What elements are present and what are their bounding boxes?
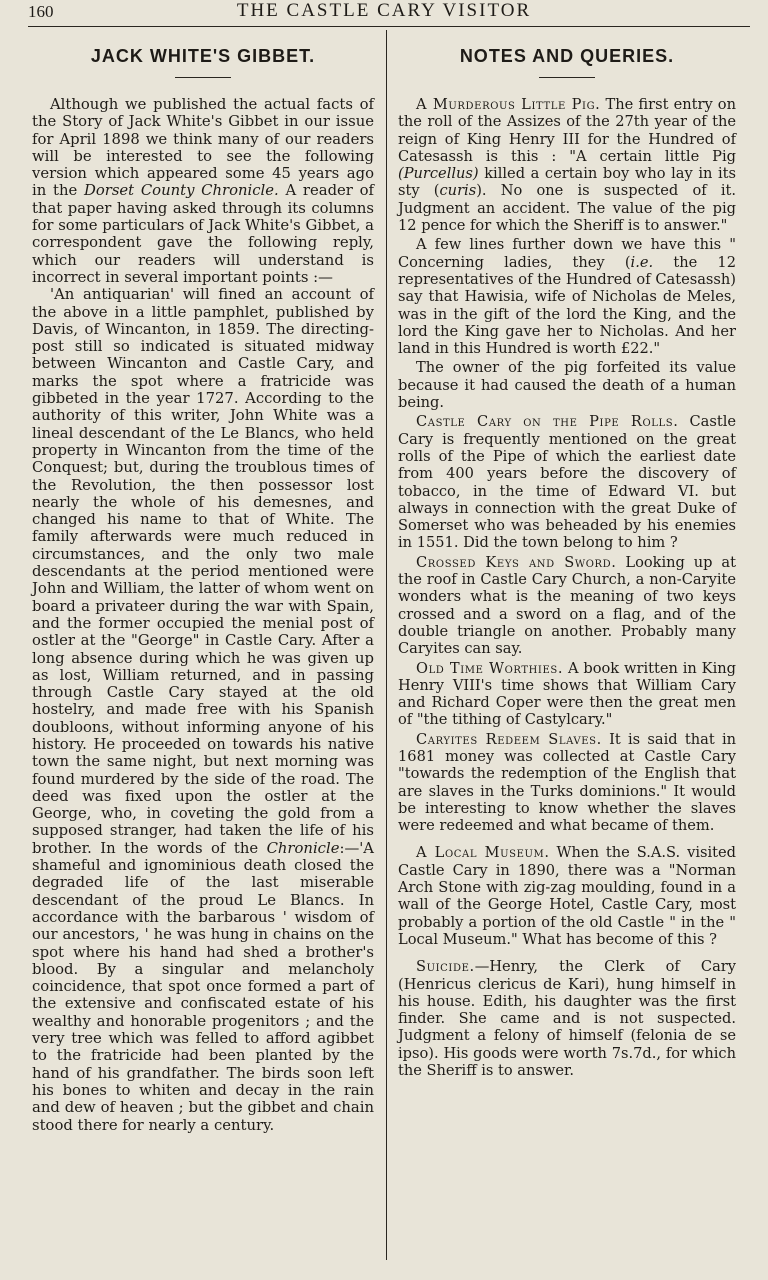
note-heading: Suicide. — [416, 958, 475, 976]
running-head: THE CASTLE CARY VISITOR — [236, 0, 532, 21]
note-slaves: Caryites Redeem Slaves. It is said that in 1681 money was collected at Castle Cary "towards the redemption of the English that are slaves in the Turks dominions." It would be interesting to know whether the slaves were redeemed and what became of them. — [398, 730, 737, 835]
note-crossed-keys: Crossed Keys and Sword. Looking up at the roof in Castle Cary Church, a non-Caryite wonders what is the meaning of two keys crossed and a sword on a flag, and of the double triangle on another. Probably many Caryites can say. — [398, 553, 736, 658]
note-suicide: Suicide.—Henry, the Clerk of Cary (Henricus clericus de Kari), hung himself in his house. Edith, his daughter was the first finder. She came and is not suspected. Judgment a felony of himself (felonia de se ipso). His goods were worth 7s.7d., for which the Sheriff is to answer. — [398, 958, 736, 1080]
page-number: 160 — [28, 2, 54, 21]
left-column — [32, 30, 374, 1134]
note-heading: Castle Cary on the Pipe Rolls. — [416, 413, 679, 431]
column-divider — [386, 30, 387, 1260]
top-rule — [28, 26, 750, 27]
note-museum: A Local Museum. When the S.A.S. visited Castle Cary in 1890, there was a "Norman Arch Stone with zig-zag moulding, found in a wall of the George Hotel, Castle Cary, most probably a portion of the old Castle " in the " Local Museum." What has become of this ? — [398, 844, 736, 948]
note-owner: The owner of the pig forfeited its value because it had caused the death of a human being. — [398, 359, 736, 412]
note-heading: Old Time Worthies. — [416, 659, 564, 677]
note-heading: Crossed Keys and Sword. — [416, 553, 617, 571]
right-column — [398, 30, 736, 1081]
article-paragraph-1: Although we published the actual facts of the Story of Jack White's Gibbet in our issue for April 1898 we think many of our readers will be interested to see the following version which appeared some 45 years ago in the Dorset County Chronicle. A reader of that paper having asked through its columns for some particulars of Jack White's Gibbet, a correspondent gave the following reply, which our readers will understand is incorrect in several important points :— — [32, 96, 374, 286]
spacer — [398, 950, 736, 958]
note-heading: A Local Museum. — [416, 844, 550, 862]
note-pipe-rolls: Castle Cary on the Pipe Rolls. Castle Cary is frequently mentioned on the great rolls of the Pipe of which the earliest date from 400 years before the discovery of tobacco, in the time of Edward VI. but always in connection with the great Duke of Somerset who was beheaded by his enemies in 1551. Did the town belong to him ? — [398, 413, 736, 552]
article-paragraph-2: 'An antiquarian' will fined an account of the above in a little pamphlet, published by Davis, of Wincanton, in 1859. The directing-post still so indicated is situated midway between Wincanton and Castle Cary, and marks the spot where a fratricide was gibbeted in the year 1727. According to the authority of this writer, John White was a lineal descendant of the Le Blancs, who held property in Wincanton from the time of the Conquest; but, during the troublous times of the Revolution, the then possessor lost nearly the whole of his demesnes, and changed his name to that of White. The family afterwards were much reduced in circumstances, and the only two male descendants at the period mentioned were John and William, the latter of whom went on board a privateer during the war with Spain, and the former occupied the menial post of ostler at the "George" in Castle Cary. After a long absence during which he was given up as lost, William returned, and in passing through Castle Cary stayed at the old hostelry, and made free with his Spanish doubloons, without informing anyone of his history. He proceeded on towards his native town the same night, but next morning was found murdered by the side of the road. The deed was fixed upon the ostler at the George, who, in coveting the gold from a supposed stranger, had taken the life of his brother. In the words of the Chronicle:—'A shameful and ignominious death closed the degraded life of the last miserable descendant of the proud Le Blancs. In accordance with the barbarous ' wisdom of our ancestors, ' he was hung in chains on the spot where his hand had shed a brother's blood. By a singular and melancholy coincidence, that spot once formed a part of the extensive and confiscated estate of his wealthy and honorable progenitors ; and the very tree which was felled to afford agibbet to the fratricide had been planted by the hand of his grandfather. The birds soon left his bones to whiten and decay in the rain and dew of heaven ; but the gibbet and chain stood there for nearly a century. — [32, 286, 374, 1134]
title-rule — [175, 77, 231, 78]
note-worthies: Old Time Worthies. A book written in King Henry VIII's time shows that William Cary and Richard Coper were then the great men of "the tithing of Castylcary." — [398, 659, 736, 729]
note-ladies: A few lines further down we have this " Concerning ladies, they (i.e. the 12 representatives of the Hundred of Catesassh) say that Hawisia, wife of Nicholas de Meles, was in the gift of the lord the King, and the lord the King gave her to Nicholas. And her land in this Hundred is worth £22." — [398, 236, 736, 358]
note-heading: Caryites Redeem Slaves. — [416, 730, 602, 748]
note-pig: A Murderous Little Pig. The first entry on the roll of the Assizes of the 27th year of the reign of King Henry III for the Hundred of Catesassh is this : "A certain little Pig (Purcellus) killed a certain boy who lay in its sty (curis). No one is suspected of it. Judgment an accident. The value of the pig 12 pence for which the Sheriff is to answer." — [398, 96, 736, 235]
note-heading: A Murderous Little Pig. — [416, 96, 601, 113]
spacer — [398, 836, 736, 844]
notes-title-rule — [539, 77, 595, 78]
notes-title: NOTES AND QUERIES. — [459, 46, 675, 66]
article-title: JACK WHITE'S GIBBET. — [90, 46, 316, 66]
